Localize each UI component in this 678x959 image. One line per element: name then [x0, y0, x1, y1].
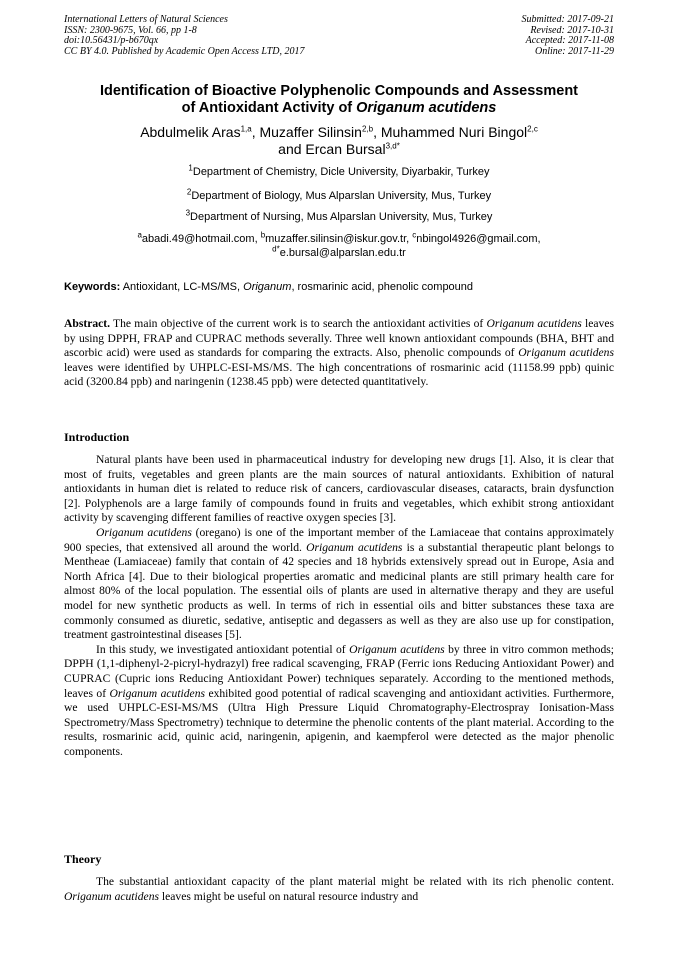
journal-name: International Letters of Natural Sciences [64, 14, 228, 25]
theory-body [64, 875, 614, 904]
author-superscript: 1,a [240, 124, 252, 134]
email-line-1: $^a$abadi.49@hotmail.com, $^b$muzaffer.silinsin@iskur.gov.tr, $^c$nbingol4926@gmail.com, [137, 230, 541, 245]
paragraph-text: by three in vitro common methods; DPPH (1,1-diphenyl-2-picryl-hydrazyl) free radical scavenging, FRAP (Ferric ions Reducing Antioxidant Power) and CUPRAC (Cupric ions Reducing Antioxidant Power) techniques separately. According to the mentioned methods, leaves of [64, 642, 615, 700]
keywords-label: Keywords: [64, 281, 121, 293]
email-superscript: d* [272, 244, 280, 254]
email-link[interactable]: abadi.49@hotmail.com [141, 233, 255, 245]
introduction-paragraph-1: Natural plants have been used in pharmaceutical industry for developing new drugs [1]. Also, it is clear that most of fruits, vegetables and green plants are the main sources of natural antioxidants. Exhibition of natural antioxidants in human diet is related to reduce risk of cancers, cardiovascular diseases, cataracts, brain dysfunction [2]. Polyphenols are a large family of compounds found in fruits and vegetables, which exhibit strong antioxidant activity by scavenging different families of reactive oxygen species [3]. [64, 453, 614, 525]
journal-header [64, 15, 305, 57]
email-superscript: a [137, 230, 142, 240]
email-link[interactable]: muzaffer.silinsin@iskur.gov.tr [265, 233, 407, 245]
theory-paragraph [64, 875, 614, 904]
journal-license: CC BY 4.0. Published by Academic Open Access LTD, 2017 [64, 45, 305, 57]
paragraph-text: The substantial antioxidant capacity of the plant material might be related with its rich phenolic content. [96, 875, 614, 888]
author-name: Muzaffer Silinsin [259, 124, 362, 140]
theory-heading: Theory [64, 852, 102, 866]
author-line-2 [40, 141, 638, 158]
affiliation-number: 2 [186, 187, 192, 197]
affiliation-number: 3 [185, 208, 191, 218]
affiliation-text: Department of Biology, Mus Alparslan University, Mus, Turkey [191, 190, 492, 202]
abstract-text: leaves were identified by UHPLC-ESI-MS/MS. The high concentrations of rosmarinic acid (11158.99 ppb) quinic acid (3200.84 ppb) and naringenin (1238.45 ppb) were detected quantitatively. [64, 360, 614, 389]
introduction-paragraph-2 [64, 526, 614, 643]
title-line-2 [40, 100, 638, 117]
affiliation-text: Department of Chemistry, Dicle University, Diyarbakir, Turkey [192, 166, 490, 178]
author-and: and [278, 141, 306, 157]
keywords-text: , rosmarinic acid, phenolic compound [291, 281, 474, 293]
date-online: Online: 2017-11-29 [535, 45, 614, 57]
journal-issn: ISSN: 2300-9675, Vol. 66, pp 1-8 [64, 24, 197, 36]
email-link[interactable]: e.bursal@alparslan.edu.tr [279, 247, 406, 259]
author-emails [40, 232, 638, 260]
keywords [64, 280, 614, 294]
abstract-paragraph [64, 317, 614, 390]
species-name: Origanum acutidens [109, 686, 206, 700]
abstract-text: leaves by using DPPH, FRAP and CUPRAC methods severally. Three well known antioxidant compounds (BHA, BHT and ascorbic acid) were used as standards for comparing the extracts. Also, phenolic compounds of [64, 317, 614, 360]
paragraph-text: is a substantial therapeutic plant belongs to Mentheae (Lamiaceae) family that contain of 42 species and 18 hybrids extensively spread out in Europe, Asia and North Africa [4]. Due to their biological properties aromatic and medicinal plants are still primary health care for almost 80% of the local population. The essential oils of plants are used in alternative therapy and they are useful model for new synthetic products as well. In terms of rich in essential oils and bitter substances these taxa are commonly consumed as diuretic, sedative, antiseptic and degassers as well as they are also use up for constipation, treatment gastrointestinal diseases [5]. [64, 540, 614, 642]
paragraph-text: exhibited good potential of radical scavenging and antioxidant activities. Furthermore, we used UHPLC-ESI-MS/MS (Ultra High Pressure Liquid Chromatography-Electrospray Ionisation-Mass Spectrometry/Mass Spectrometry) technique to determine the phenolic contents of the plant material. According to the results, rosmarinic acid, quinic acid, naringenin, apigenin, and kaempferol were detected as the major phenolic components. [64, 686, 614, 758]
abstract-text: The main objective of the current work is to search the antioxidant activities of [110, 317, 487, 330]
introduction-body [64, 453, 614, 759]
keywords-text: Antioxidant, LC-MS/MS, [120, 281, 244, 293]
introduction-paragraph-3 [64, 643, 614, 760]
author-superscript: 3,d* [385, 141, 400, 151]
author-name: Muhammed Nuri Bingol [380, 124, 528, 140]
paper-title [40, 83, 638, 117]
affiliation-3 [40, 208, 638, 224]
species-name: Origanum acutidens [349, 642, 445, 656]
abstract-label: Abstract. [64, 317, 111, 330]
email-link[interactable]: nbingol4926@gmail.com [416, 233, 538, 245]
author-superscript: 2,c [527, 124, 538, 134]
author-list [40, 124, 638, 158]
affiliation-1 [40, 163, 638, 179]
species-name: Origanum acutidens [486, 317, 582, 330]
abstract [64, 317, 614, 390]
email-superscript: c [412, 230, 417, 240]
author-name: Ercan Bursal [305, 141, 386, 157]
title-line-1: Identification of Bioactive Polyphenolic Compounds and Assessment [99, 83, 579, 99]
author-name: Abdulmelik Aras [140, 124, 241, 140]
email-line-2 [40, 246, 638, 260]
species-name: Origanum acutidens [518, 346, 614, 360]
species-name: Origanum acutidens [64, 889, 159, 903]
keywords-species: Origanum [243, 281, 292, 293]
date-revised: Revised: 2017-10-31 [530, 24, 614, 36]
introduction-heading: Introduction [64, 430, 130, 444]
affiliation-2 [40, 187, 638, 203]
species-name: Origanum acutidens [96, 525, 192, 539]
affiliation-number: 1 [188, 163, 193, 173]
date-accepted: Accepted: 2017-11-08 [525, 35, 614, 46]
dates-header [522, 15, 615, 57]
paragraph-text: In this study, we investigated antioxidant potential of [96, 642, 350, 656]
paragraph-text: leaves might be useful on natural resource industry and [159, 889, 419, 903]
date-submitted: Submitted: 2017-09-21 [521, 14, 614, 25]
title-line-2-text: of Antioxidant Activity of [181, 100, 357, 116]
species-name: Origanum acutidens [306, 540, 403, 554]
affiliation-text: Department of Nursing, Mus Alparslan University, Mus, Turkey [190, 211, 493, 223]
author-line-1: Abdulmelik Aras$^{1,a}$, Muzaffer Silinsin$^{2,b}$, Muhammed Nuri Bingol$^{2,c}$ [140, 124, 538, 140]
paragraph-text: (oregano) is one of the important member of the Lamiaceae that contains approximately 900 species, that extensived all around the world. [64, 525, 615, 554]
author-superscript: 2,b [361, 124, 374, 134]
title-species: Origanum acutidens [356, 100, 497, 116]
journal-doi: doi:10.56431/p-b670qx [64, 35, 159, 46]
email-superscript: b [260, 230, 266, 240]
